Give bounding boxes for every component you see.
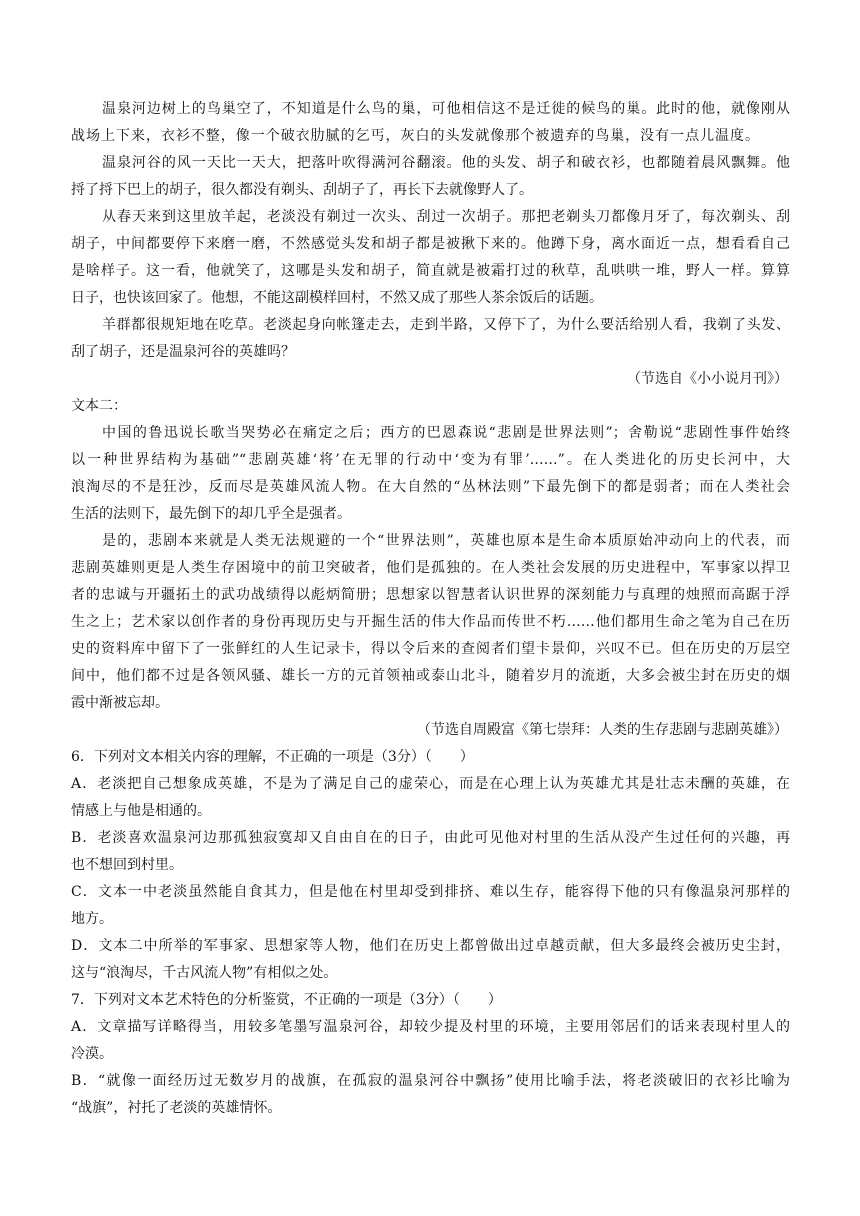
option-a-cont: 情感上与他是相通的。 (71, 803, 211, 819)
text-line: 从春天来到这里放羊起，老淡没有剃过一次头、刮过一次胡子。那把老剃头刀都像月牙了，每次剃头、刮 (102, 209, 790, 225)
source-citation: （节选自周殿富《第七崇拜：人类的生存悲剧与悲剧英雄》） (417, 722, 788, 738)
text-line: 生活的法则下，最先倒下的却几乎全是强者。 (71, 506, 351, 522)
text-line: 刮了胡子，还是温泉河谷的英雄吗？ (71, 344, 295, 360)
text-line: 捋了捋下巴上的胡子，很久都没有剃头、刮胡子了，再长下去就像野人了。 (71, 182, 533, 198)
option-c: C．文本一中老淡虽然能自食其力，但是他在村里却受到排挤、难以生存，能容得下他的只有像温泉河那样的 (71, 884, 790, 900)
section-label: 文本二： (71, 398, 127, 414)
text-line: 日子，也快该回家了。他想，不能这副模样回村，不然又成了那些人茶余饭后的话题。 (71, 290, 603, 306)
text-line: 浪淘尽的不是狂沙，反而尽是英雄风流人物。在大自然的“丛林法则”下最先倒下的都是弱者；而在人类社会 (71, 479, 790, 495)
option-a-cont: 冷漠。 (71, 1046, 113, 1062)
text-line: 是的，悲剧本来就是人类无法规避的一个“世界法则”，英雄也原本是生命本质原始冲动向上的代表，而 (102, 533, 790, 549)
question-6-stem: 6．下列对文本相关内容的理解，不正确的一项是（3分）（ ） (71, 749, 474, 765)
text-line: 霞中渐被忘却。 (71, 695, 169, 711)
option-b-cont: 也不想回到村里。 (71, 857, 183, 873)
text-line: 温泉河谷的风一天比一天大，把落叶吹得满河谷翻滚。他的头发、胡子和破衣衫，也都随着晨风飘舞。他 (102, 155, 790, 171)
text-line: 以一种世界结构为基础”“悲剧英雄‘将’在无罪的行动中‘变为有罪’……”。在人类进化的历史长河中，大 (71, 452, 790, 468)
text-line: 中国的鲁迅说长歌当哭势必在痛定之后；西方的巴恩森说“悲剧是世界法则”；舍勒说“悲剧性事件始终 (102, 425, 790, 441)
option-a: A．老淡把自己想象成英雄，不是为了满足自己的虚荣心，而是在心理上认为英雄尤其是壮志未酬的英雄，在 (71, 776, 790, 792)
text-line: 间中，他们都不过是各领风骚、雄长一方的元首领袖或泰山北斗，随着岁月的流逝，大多会被尘封在历史的烟 (71, 668, 790, 684)
text-line: 史的资料库中留下了一张鲜红的人生记录卡，得以令后来的查阅者们望卡景仰，兴叹不已。但在历史的万层空 (71, 641, 790, 657)
option-b-cont: “战旗”，衬托了老淡的英雄情怀。 (71, 1100, 282, 1116)
option-b: B．“就像一面经历过无数岁月的战旗，在孤寂的温泉河谷中飘扬”使用比喻手法，将老淡破旧的衣衫比喻为 (71, 1073, 790, 1089)
option-c-cont: 地方。 (71, 911, 113, 927)
text-line: 者的忠诚与开疆拓土的武功战绩得以彪炳简册；思想家以智慧者认识世界的深刻能力与真理的烛照而高踞于浮 (71, 587, 790, 603)
option-d-cont: 这与“浪淘尽，千古风流人物”有相似之处。 (71, 965, 338, 981)
text-line: 是啥样子。这一看，他就笑了，这哪是头发和胡子，简直就是被霜打过的秋草，乱哄哄一堆，野人一样。算算 (71, 263, 790, 279)
option-b: B．老淡喜欢温泉河边那孤独寂寞却又自由自在的日子，由此可见他对村里的生活从没产生过任何的兴趣，再 (71, 830, 790, 846)
text-line: 悲剧英雄则更是人类生存困境中的前卫突破者，他们是孤独的。在人类社会发展的历史进程中，军事家以捍卫 (71, 560, 790, 576)
text-line: 生之上；艺术家以创作者的身份再现历史与开掘生活的伟大作品而传世不朽……他们都用生命之笔为自己在历 (71, 614, 790, 630)
source-citation: （节选自《小小说月刊》） (627, 371, 788, 387)
text-line: 羊群都很规矩地在吃草。老淡起身向帐篷走去，走到半路，又停下了，为什么要活给别人看，我剃了头发、 (102, 317, 790, 333)
text-line: 战场上下来，衣衫不整，像一个破衣肋腻的乞丐，灰白的头发就像那个被遗弃的鸟巢，没有一点儿温度。 (71, 128, 759, 144)
text-line: 胡子，中间都要停下来磨一磨，不然感觉头发和胡子都是被揪下来的。他蹲下身，离水面近一点，想看看自己 (71, 236, 790, 252)
text-line: 温泉河边树上的鸟巢空了，不知道是什么鸟的巢，可他相信这不是迁徙的候鸟的巢。此时的他，就像刚从 (102, 101, 790, 117)
option-d: D．文本二中所举的军事家、思想家等人物，他们在历史上都曾做出过卓越贡献，但大多最终会被历史尘封， (71, 938, 790, 954)
question-7-stem: 7．下列对文本艺术特色的分析鉴赏，不正确的一项是（3分）（ ） (71, 992, 502, 1008)
option-a: A．文章描写详略得当，用较多笔墨写温泉河谷，却较少提及村里的环境，主要用邻居们的话来表现村里人的 (71, 1019, 790, 1035)
